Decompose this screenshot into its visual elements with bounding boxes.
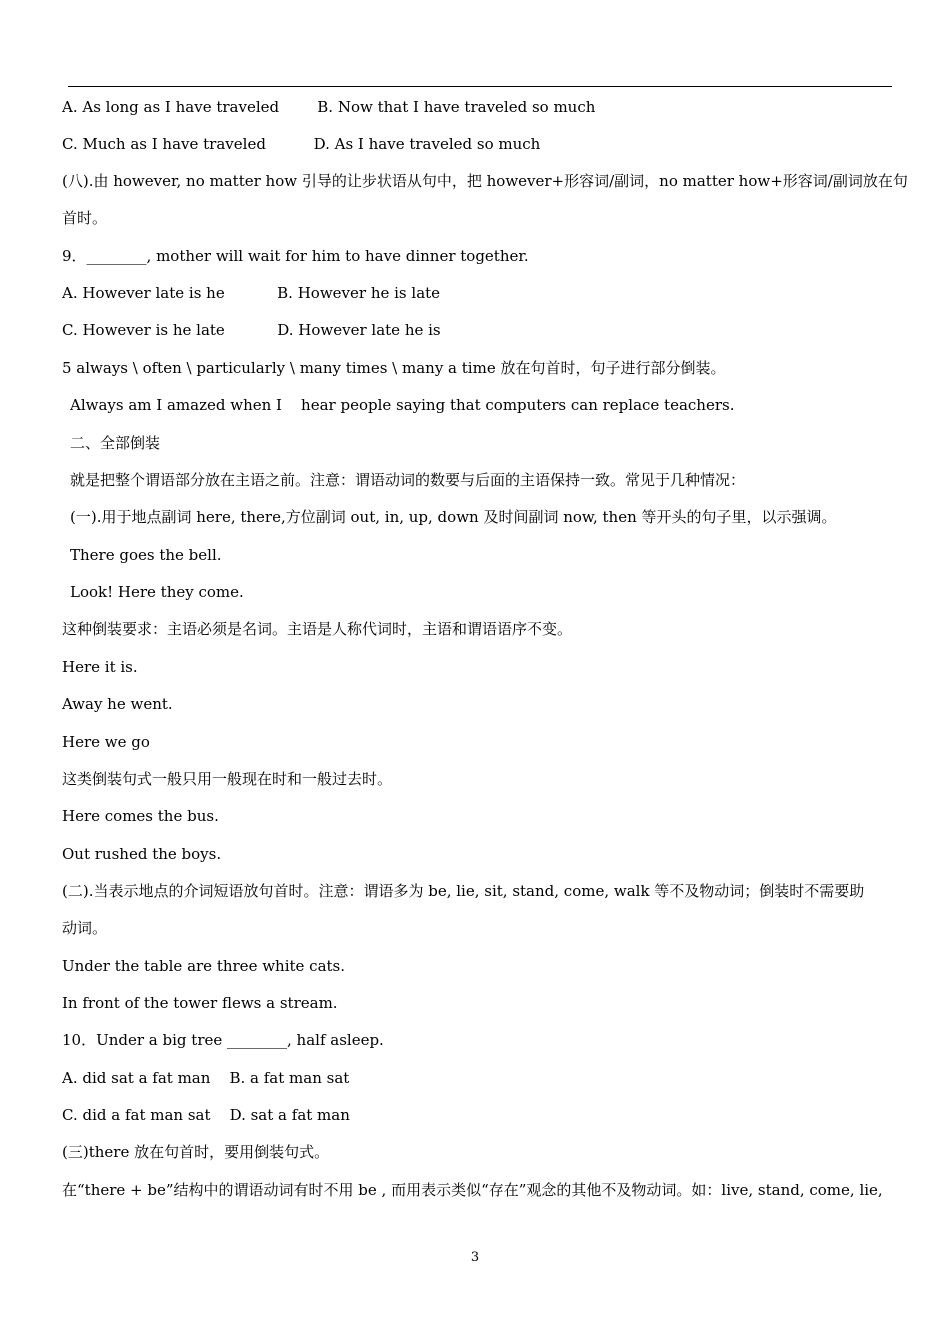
- example-sentence: Away he went.: [62, 695, 173, 713]
- section-heading: (三)there 放在句首时，要用倒装句式。: [62, 1143, 330, 1161]
- paragraph-line: 这类倒装句式一般只用一般现在时和一般过去时。: [62, 770, 393, 788]
- example-sentence: Here we go: [62, 733, 150, 751]
- example-sentence: Always am I amazed when I hear people saying that computers can replace teachers.: [70, 396, 735, 414]
- paragraph-line: 在“there + be”结构中的谓语动词有时不用 be , 而用表示类似“存在”观念的其他不及物动词。如：live, stand, come, lie,: [62, 1181, 883, 1199]
- section-heading: (八).由 however, no matter how 引导的让步状语从句中，把 however+形容词/副词，no matter how+形容词/副词放在句: [62, 172, 908, 190]
- section-heading: 5 always \ often \ particularly \ many times \ many a time 放在句首时，句子进行部分倒装。: [62, 359, 726, 377]
- question-line: 10．Under a big tree ________, half asleep.: [62, 1031, 384, 1049]
- paragraph-line: 动词。: [62, 919, 108, 937]
- example-sentence: There goes the bell.: [70, 546, 222, 564]
- example-sentence: Here comes the bus.: [62, 807, 219, 825]
- paragraph-line: 首时。: [62, 209, 108, 227]
- option-line: A. did sat a fat man B. a fat man sat: [62, 1069, 350, 1087]
- option-line: C. However is he late D. However late he is: [62, 321, 441, 339]
- question-line: 9．________, mother will wait for him to have dinner together.: [62, 247, 529, 265]
- section-heading: (一).用于地点副词 here, there,方位副词 out, in, up, down 及时间副词 now, then 等开头的句子里，以示强调。: [70, 508, 837, 526]
- example-sentence: Out rushed the boys.: [62, 845, 222, 863]
- example-sentence: Here it is.: [62, 658, 138, 676]
- example-sentence: Look! Here they come.: [70, 583, 244, 601]
- header-rule: [68, 86, 892, 87]
- paragraph-line: 就是把整个谓语部分放在主语之前。注意：谓语动词的数要与后面的主语保持一致。常见于几种情况：: [70, 471, 746, 489]
- option-line: A. However late is he B. However he is late: [62, 284, 441, 302]
- option-line: C. did a fat man sat D. sat a fat man: [62, 1106, 350, 1124]
- paragraph-line: 这种倒装要求：主语必须是名词。主语是人称代词时，主语和谓语语序不变。: [62, 620, 573, 638]
- section-heading: 二、全部倒装: [70, 434, 161, 452]
- page-number: 3: [470, 1250, 480, 1265]
- example-sentence: In front of the tower flews a stream.: [62, 994, 338, 1012]
- section-heading: (二).当表示地点的介词短语放句首时。注意：谓语多为 be, lie, sit, stand, come, walk 等不及物动词；倒装时不需要助: [62, 882, 865, 900]
- option-line: C. Much as I have traveled D. As I have traveled so much: [62, 135, 541, 153]
- option-line: A. As long as I have traveled B. Now that I have traveled so much: [62, 98, 596, 116]
- example-sentence: Under the table are three white cats.: [62, 957, 346, 975]
